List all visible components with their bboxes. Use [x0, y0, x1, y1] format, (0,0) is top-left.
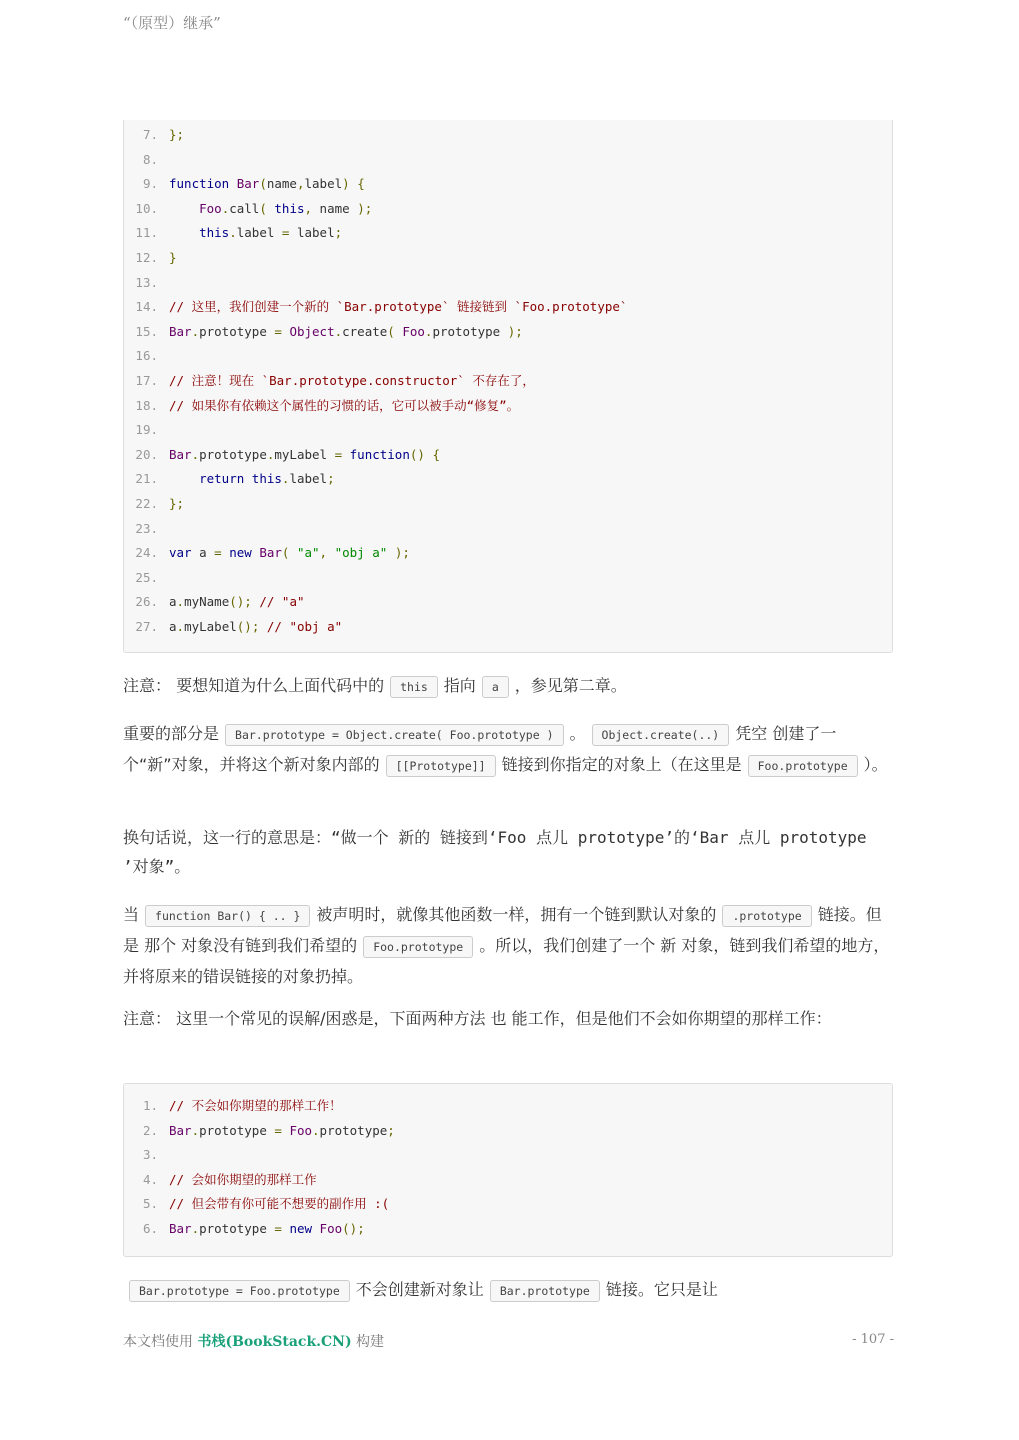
note-paragraph-5: 注意： 这里一个常见的误解/困惑是，下面两种方法 也 能工作，但是他们不会如你期望的那样工作：: [123, 1009, 832, 1028]
paragraph-3: 换句话说，这一行的意思是：“做一个 新的 链接到‘Foo 点儿 prototype’的‘Bar 点儿 prototype ’对象”。: [123, 828, 867, 876]
line-number: 4.: [142, 1171, 158, 1187]
code-line: [124, 394, 892, 419]
code-block-2: [123, 1083, 893, 1257]
code-line: [124, 1143, 892, 1168]
line-number: 14.: [135, 299, 158, 315]
line-number: 24.: [135, 545, 158, 561]
code-line: [124, 443, 892, 468]
code-line: [124, 271, 892, 296]
line-number: 21.: [135, 471, 158, 487]
line-number: 12.: [135, 249, 158, 265]
code-line: [124, 246, 892, 271]
code-text: };: [169, 495, 185, 511]
line-number: 17.: [135, 372, 158, 388]
inline-code: [[Prototype]]: [386, 755, 496, 777]
code-text: // 注意！现在 `Bar.prototype.constructor` 不存在了，: [169, 372, 535, 388]
inline-code: function Bar() { .. }: [145, 905, 310, 927]
code-line: [124, 1119, 892, 1144]
line-number: 1.: [142, 1098, 158, 1113]
code-text: var a = new Bar( "a", "obj a" );: [169, 545, 410, 561]
code-line: [124, 344, 892, 369]
inline-code: this: [390, 676, 438, 698]
paragraph-2: 重要的部分是 Bar.prototype = Object.create( Foo.prototype ) 。 Object.create(..) 凭空 创建了一个“新”对象，并将这个新对象内部的 [[Prototype]] 链接到你指定的对象上（在这里是 Foo.prototype ）。: [123, 719, 893, 781]
code-line: [124, 295, 892, 320]
page-number: - 107 -: [852, 1332, 894, 1347]
code-block-1: [123, 120, 893, 653]
code-text: Bar.prototype = new Foo();: [169, 1220, 365, 1236]
code-line: [124, 1217, 892, 1242]
paragraph-4: 当 function Bar() { .. } 被声明时，就像其他函数一样，拥有一个链到默认对象的 .prototype 链接。但是 那个 对象没有链到我们希望的 Foo.prototype 。所以，我们创建了一个 新 对象，链到我们希望的地方，并将原来的错误链接的对象扔掉。: [123, 905, 890, 986]
inline-code: Bar.prototype = Object.create( Foo.prototype ): [225, 724, 564, 746]
inline-code: Foo.prototype: [363, 936, 473, 958]
code-line: [124, 418, 892, 443]
line-number: 23.: [135, 520, 158, 536]
code-line: [124, 172, 892, 197]
code-line: [124, 148, 892, 173]
line-number: 15.: [135, 323, 158, 339]
inline-code: Foo.prototype: [748, 755, 858, 777]
line-number: 7.: [142, 127, 158, 142]
line-number: 11.: [135, 225, 158, 241]
code-line: [124, 541, 892, 566]
line-number: 16.: [135, 348, 158, 364]
code-text: a.myName(); // "a": [169, 594, 305, 610]
code-line: [124, 320, 892, 345]
code-line: [124, 1168, 892, 1193]
line-number: 22.: [135, 495, 158, 511]
code-text: // 会如你期望的那样工作: [169, 1171, 317, 1187]
line-number: 27.: [135, 618, 158, 634]
code-text: };: [169, 127, 185, 142]
page-header-title: “（原型）继承”: [123, 14, 221, 32]
bookstack-link[interactable]: 书栈(BookStack.CN): [197, 1334, 352, 1350]
code-text: a.myLabel(); // "obj a": [169, 618, 343, 634]
code-line: [124, 590, 892, 615]
code-text: // 但会带有你可能不想要的副作用 :(: [169, 1196, 390, 1212]
code-text: Bar.prototype = Object.create( Foo.prototype );: [169, 323, 523, 339]
line-number: 10.: [135, 200, 158, 216]
line-number: 25.: [135, 569, 158, 585]
code-line: [124, 123, 892, 148]
line-number: 19.: [135, 422, 158, 438]
inline-code: Bar.prototype: [490, 1280, 600, 1302]
code-text: Bar.prototype = Foo.prototype;: [169, 1122, 395, 1138]
code-text: Foo.call( this, name );: [199, 200, 373, 216]
inline-code: Object.create(..): [592, 724, 730, 746]
line-number: 20.: [135, 446, 158, 462]
code-line: [124, 517, 892, 542]
code-line: [124, 566, 892, 591]
code-text: // 这里，我们创建一个新的 `Bar.prototype` 链接链到 `Foo.prototype`: [169, 299, 628, 315]
code-line: [124, 221, 892, 246]
note-paragraph-1: 注意： 要想知道为什么上面代码中的 this 指向 a ，参见第二章。: [123, 671, 893, 702]
code-line: [124, 492, 892, 517]
code-line: [124, 467, 892, 492]
line-number: 3.: [142, 1147, 158, 1163]
footer-credit: 本文档使用 书栈(BookStack.CN) 构建: [123, 1334, 385, 1350]
code-line: [124, 1094, 892, 1119]
code-text: return this.label;: [199, 471, 335, 487]
line-number: 2.: [142, 1122, 158, 1138]
line-number: 9.: [142, 176, 158, 192]
line-number: 26.: [135, 594, 158, 610]
code-text: // 如果你有依赖这个属性的习惯的话，它可以被手动“修复”。: [169, 397, 520, 413]
line-number: 5.: [142, 1196, 158, 1212]
code-line: [124, 197, 892, 222]
code-text: Bar.prototype.myLabel = function() {: [169, 446, 440, 462]
code-line: [124, 1192, 892, 1217]
inline-code: a: [482, 676, 509, 698]
code-line: [124, 369, 892, 394]
inline-code: Bar.prototype = Foo.prototype: [129, 1280, 350, 1302]
code-text: // 不会如你期望的那样工作！: [169, 1098, 342, 1113]
line-number: 8.: [142, 151, 158, 167]
line-number: 13.: [135, 274, 158, 290]
line-number: 6.: [142, 1220, 158, 1236]
code-text: }: [169, 249, 177, 265]
line-number: 18.: [135, 397, 158, 413]
code-text: this.label = label;: [199, 225, 343, 241]
code-text: function Bar(name,label) {: [169, 176, 365, 192]
code-line: [124, 615, 892, 640]
paragraph-6: Bar.prototype = Foo.prototype 不会创建新对象让 Bar.prototype 链接。它只是让: [123, 1275, 893, 1306]
inline-code: .prototype: [722, 905, 811, 927]
